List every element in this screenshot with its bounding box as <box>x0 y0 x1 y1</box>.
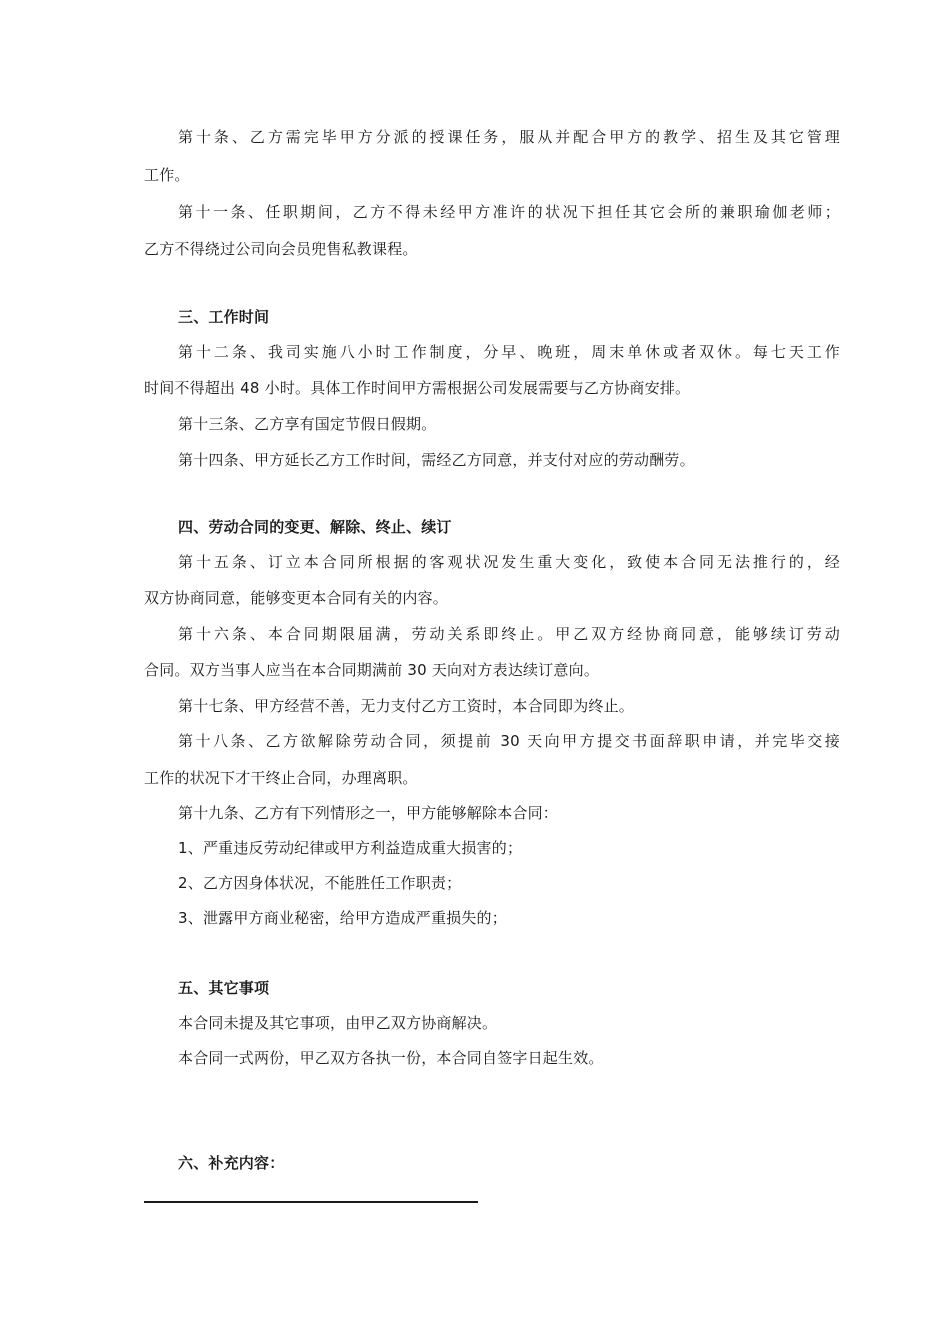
article-19: 第十九条、乙方有下列情形之一，甲方能够解除本合同： <box>178 804 559 822</box>
article-13: 第十三条、乙方享有国定节假日假期。 <box>178 415 437 433</box>
list-item: 2、乙方因身体状况，不能胜任工作职责； <box>178 874 462 892</box>
section-6-heading: 六、补充内容： <box>178 1154 285 1172</box>
article-15-line-1: 第十五条、订立本合同所根据的客观状况发生重大变化，致使本合同无法推行的，经 <box>178 553 840 571</box>
article-10-line-1: 第十条、乙方需完毕甲方分派的授课任务，服从并配合甲方的教学、招生及其它管理 <box>178 128 840 146</box>
article-15-line-2: 双方协商同意，能够变更本合同有关的内容。 <box>144 589 449 607</box>
section-5-line-1: 本合同未提及其它事项，由甲乙双方协商解决。 <box>178 1014 498 1032</box>
section-5-line-2: 本合同一式两份，甲乙双方各执一份，本合同自签字日起生效。 <box>178 1049 604 1067</box>
section-4-heading: 四、劳动合同的变更、解除、终止、续订 <box>178 518 452 536</box>
list-item: 3、泄露甲方商业秘密，给甲方造成严重损失的； <box>178 909 507 927</box>
article-12-line-1: 第十二条、我司实施八小时工作制度，分早、晚班，周末单休或者双休。每七天工作 <box>178 343 840 361</box>
supplement-blank-line <box>144 1201 478 1203</box>
article-12-line-2: 时间不得超出 48 小时。具体工作时间甲方需根据公司发展需要与乙方协商安排。 <box>144 379 691 397</box>
article-10-line-2: 工作。 <box>144 166 190 184</box>
article-17: 第十七条、甲方经营不善，无力支付乙方工资时，本合同即为终止。 <box>178 697 635 715</box>
article-16-line-1: 第十六条、本合同期限届满，劳动关系即终止。甲乙双方经协商同意，能够续订劳动 <box>178 625 840 643</box>
article-18-line-2: 工作的状况下才干终止合同，办理离职。 <box>144 769 418 787</box>
article-14: 第十四条、甲方延长乙方工作时间，需经乙方同意，并支付对应的劳动酬劳。 <box>178 451 695 469</box>
article-11-line-2: 乙方不得绕过公司向会员兜售私教课程。 <box>144 240 418 258</box>
article-11-line-1: 第十一条、任职期间，乙方不得未经甲方准许的状况下担任其它会所的兼职瑜伽老师； <box>178 203 840 221</box>
article-18-line-1: 第十八条、乙方欲解除劳动合同，须提前 30 天向甲方提交书面辞职申请，并完毕交接 <box>178 732 840 750</box>
article-16-line-2: 合同。双方当事人应当在本合同期满前 30 天向对方表达续订意向。 <box>144 661 600 679</box>
section-3-heading: 三、工作时间 <box>178 308 270 326</box>
section-5-heading: 五、其它事项 <box>178 979 270 997</box>
list-item: 1、严重违反劳动纪律或甲方利益造成重大损害的； <box>178 839 523 857</box>
